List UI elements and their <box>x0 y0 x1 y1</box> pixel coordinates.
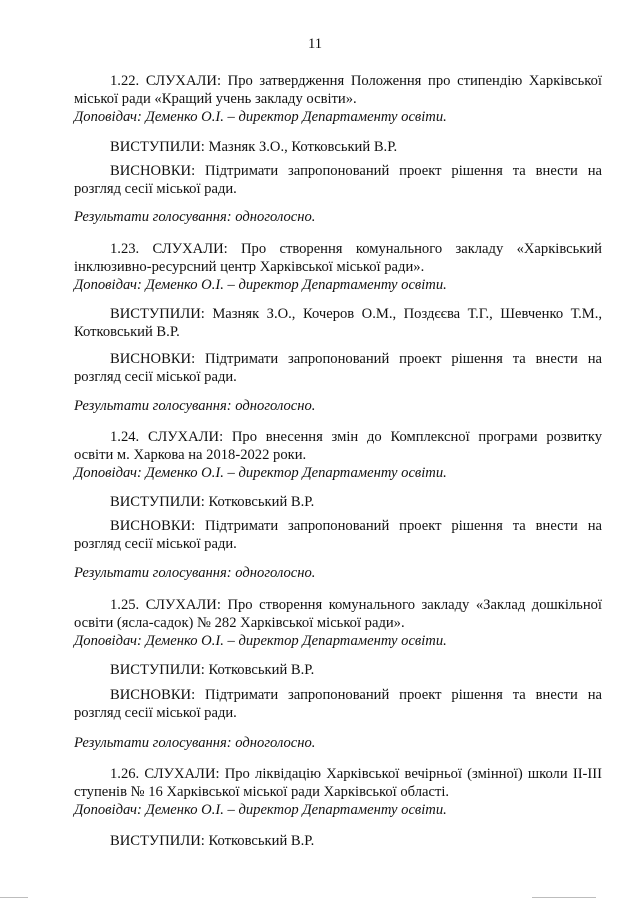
heard-text: 1.25. СЛУХАЛИ: Про створення комунального закладу «Заклад дошкільної освіти (ясла-садок) № 282 Харківської міської ради». <box>74 597 602 631</box>
item-1-25-results <box>74 734 602 752</box>
item-1-24-heard <box>74 428 602 482</box>
results-label: Результати голосування: <box>74 735 232 751</box>
item-1-25-spoke: ВИСТУПИЛИ: Котковський В.Р. <box>110 662 315 678</box>
item-1-22-spoke: ВИСТУПИЛИ: Мазняк З.О., Котковський В.Р. <box>110 139 398 155</box>
rapporteur-label: Доповідач: <box>74 109 142 125</box>
item-1-22-heard <box>74 72 602 126</box>
results-value: одноголосно. <box>235 398 316 414</box>
results-label: Результати голосування: <box>74 209 232 225</box>
scan-edge-mark <box>532 897 596 898</box>
scan-edge-mark <box>0 897 28 898</box>
rapporteur-line <box>74 108 602 126</box>
rapporteur-name: Деменко О.І. – директор Департаменту освіти. <box>145 109 447 125</box>
item-1-22-conclusion: ВИСНОВКИ: Підтримати запропонований проект рішення та внести на розгляд сесії міської ради. <box>74 163 602 197</box>
results-value: одноголосно. <box>235 209 316 225</box>
results-value: одноголосно. <box>235 565 316 581</box>
heard-text: 1.26. СЛУХАЛИ: Про ліквідацію Харківської вечірньої (змінної) школи ІІ-ІІІ ступенів № 16 Харківської міської ради Харківської області. <box>74 766 602 800</box>
rapporteur-line <box>74 276 602 294</box>
rapporteur-label: Доповідач: <box>74 802 142 818</box>
item-1-25-conclusion: ВИСНОВКИ: Підтримати запропонований проект рішення та внести на розгляд сесії міської ради. <box>74 687 602 721</box>
item-1-22-results <box>74 208 602 226</box>
rapporteur-line <box>74 801 602 819</box>
rapporteur-name: Деменко О.І. – директор Департаменту освіти. <box>145 633 447 649</box>
item-1-23-heard <box>74 240 602 294</box>
rapporteur-name: Деменко О.І. – директор Департаменту освіти. <box>145 277 447 293</box>
rapporteur-line <box>74 464 602 482</box>
results-value: одноголосно. <box>235 735 316 751</box>
rapporteur-label: Доповідач: <box>74 465 142 481</box>
item-1-23-conclusion: ВИСНОВКИ: Підтримати запропонований проект рішення та внести на розгляд сесії міської ради. <box>74 351 602 385</box>
rapporteur-name: Деменко О.І. – директор Департаменту освіти. <box>145 465 447 481</box>
heard-text: 1.22. СЛУХАЛИ: Про затвердження Положення про стипендію Харківської міської ради «Кращий учень закладу освіти». <box>74 73 602 107</box>
item-1-24-results <box>74 564 602 582</box>
rapporteur-line <box>74 632 602 650</box>
item-1-26-spoke: ВИСТУПИЛИ: Котковський В.Р. <box>110 833 315 849</box>
page-number: 11 <box>307 36 323 52</box>
heard-text: 1.23. СЛУХАЛИ: Про створення комунального закладу «Харківський інклюзивно-ресурсний центр Харківської міської ради». <box>74 241 602 275</box>
item-1-26-heard <box>74 765 602 819</box>
rapporteur-name: Деменко О.І. – директор Департаменту освіти. <box>145 802 447 818</box>
heard-text: 1.24. СЛУХАЛИ: Про внесення змін до Комплексної програми розвитку освіти м. Харкова на 2018-2022 роки. <box>74 429 602 463</box>
rapporteur-label: Доповідач: <box>74 277 142 293</box>
results-label: Результати голосування: <box>74 398 232 414</box>
item-1-23-spoke: ВИСТУПИЛИ: Мазняк З.О., Кочеров О.М., Поздєєва Т.Г., Шевченко Т.М., Котковський В.Р. <box>74 306 602 340</box>
item-1-24-conclusion: ВИСНОВКИ: Підтримати запропонований проект рішення та внести на розгляд сесії міської ради. <box>74 518 602 552</box>
item-1-23-results <box>74 397 602 415</box>
rapporteur-label: Доповідач: <box>74 633 142 649</box>
results-label: Результати голосування: <box>74 565 232 581</box>
item-1-25-heard <box>74 596 602 650</box>
item-1-24-spoke: ВИСТУПИЛИ: Котковський В.Р. <box>110 494 315 510</box>
